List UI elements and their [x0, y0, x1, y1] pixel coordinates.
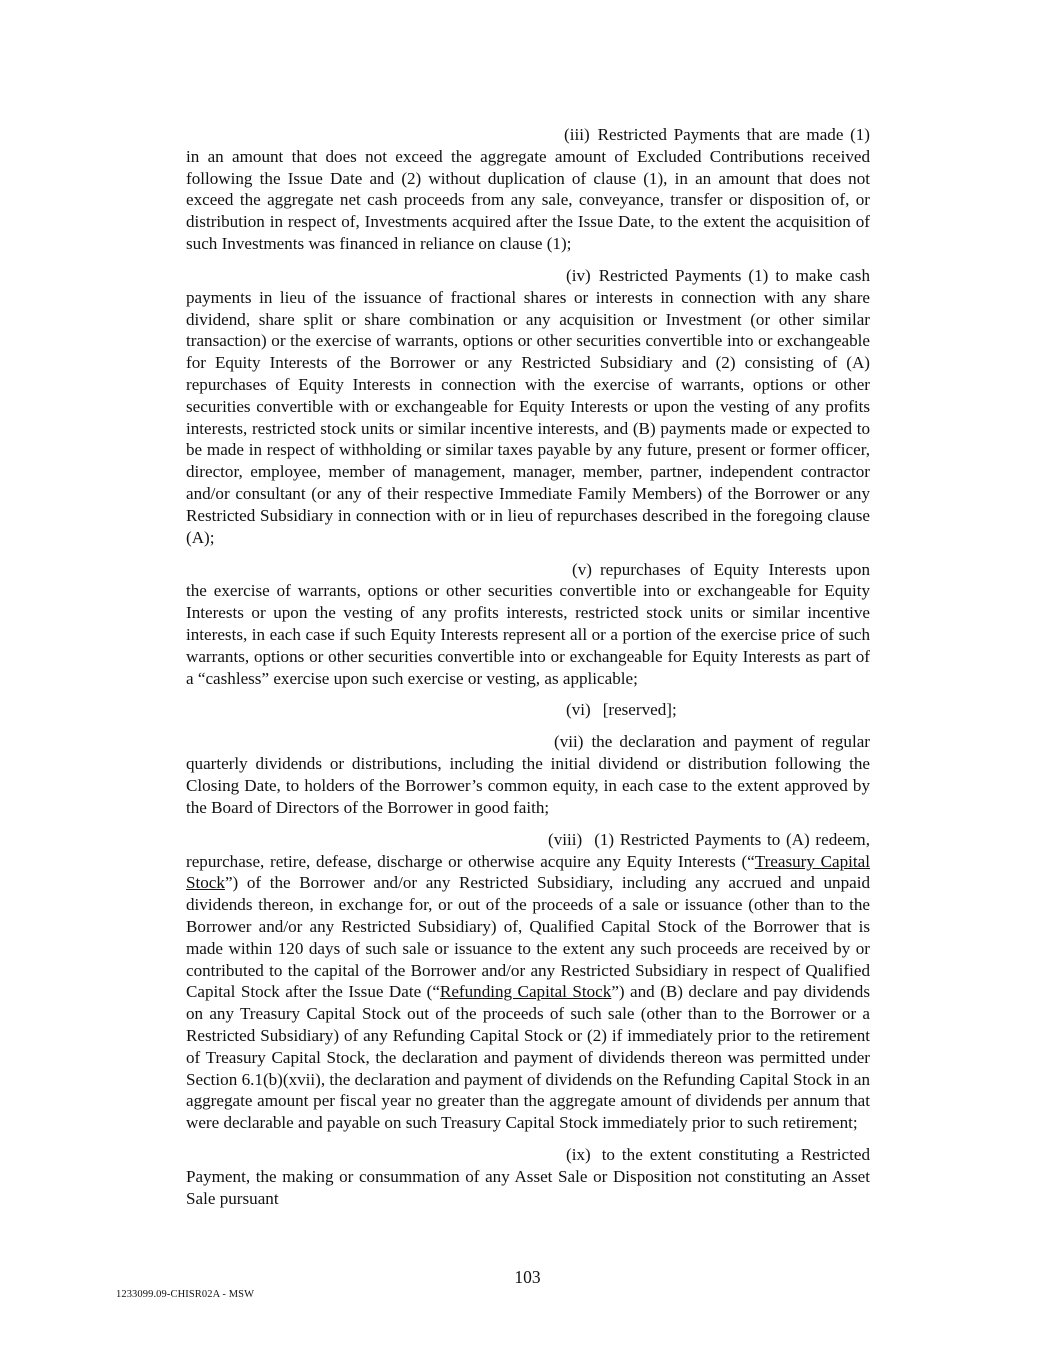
clause-text: to the extent constituting a Restricted Payment, the making or consummation of any Asset Sale or Disposition not constituting an Asset Sale pursuant: [186, 1145, 870, 1208]
clause-number: (ix): [566, 1145, 591, 1165]
paragraph-v: [186, 559, 870, 690]
body-text: [186, 124, 870, 1220]
clause-text: Restricted Payments that are made (1) in an amount that does not exceed the aggregate amount of Excluded Contributions received following the Issue Date and (2) without duplication of clause (1), in an amount that does not exceed the aggregate net cash proceeds from any sale, conveyance, transfer or disposition of, or distribution in respect of, Investments acquired after the Issue Date, to the extent the acquisition of such Investments was financed in reliance on clause (1);: [186, 125, 870, 253]
clause-number: (iii): [564, 125, 590, 144]
paragraph-vi: [186, 699, 870, 721]
defined-term-treasury-capital-stock: Treasury Capital Stock: [186, 851, 870, 893]
clause-text: ”) and (B) declare and pay dividends on any Treasury Capital Stock out of the proceeds of such sale (other than to the Borrower or a Restricted Subsidiary) of any Refunding Capital Stock or (2) if immediately prior to the retirement of Treasury Capital Stock, the declaration and payment of dividends thereon was permitted under Section 6.1(b)(xvii), the declaration and payment of dividends on the Refunding Capital Stock in an aggregate amount per fiscal year no greater than the aggregate amount of dividends per annum that were declarable and payable on such Treasury Capital Stock immediately prior to such retirement;: [186, 982, 870, 1133]
clause-number: (vii): [554, 732, 584, 752]
paragraph-iii: [186, 124, 870, 255]
clause-text: (1) Restricted Payments to (A) redeem, repurchase, retire, defease, discharge or otherwise acquire any Equity Interests (“: [186, 829, 870, 871]
clause-text: ”) of the Borrower and/or any Restricted Subsidiary, including any accrued and unpaid dividends thereon, in exchange for, or out of the proceeds of a sale or issuance (other than to the Borrower and/or any Restricted Subsidiary) of, Qualified Capital Stock of the Borrower that is made within 120 days of such sale or issuance to the extent any such proceeds are received by or contributed to the capital of the Borrower and/or any Restricted Subsidiary in respect of Qualified Capital Stock after the Issue Date (“: [186, 873, 870, 1002]
defined-term-refunding-capital-stock: Refunding Capital Stock: [439, 982, 612, 1002]
clause-text: Restricted Payments (1) to make cash payments in lieu of the issuance of fractional shares or interests in connection with any share dividend, share split or share combination or any acquisition or Investment (or other similar transaction) or the exercise of warrants, options or other securities convertible into or exchangeable for Equity Interests of the Borrower or any Restricted Subsidiary and (2) consisting of (A) repurchases of Equity Interests in connection with the exercise of warrants, options or other securities convertible with or exchangeable for Equity Interests or upon the vesting of any profits interests, restricted stock units or similar incentive interests, and (B) payments made or expected to be made in respect of withholding or similar taxes payable by any future, present or former officer, director, employee, member of management, manager, member, partner, independent contractor and/or consultant (or any of their respective Immediate Family Members) of the Borrower or any Restricted Subsidiary in connection with or in lieu of repurchases described in the foregoing clause (A);: [186, 265, 870, 547]
clause-number: (iv): [566, 265, 591, 285]
clause-number: (viii): [548, 829, 583, 849]
paragraph-vii: [186, 731, 870, 818]
page-number: 103: [514, 1267, 541, 1287]
paragraph-viii: [186, 829, 870, 1134]
clause-text: [reserved];: [602, 700, 677, 720]
clause-text: the declaration and payment of regular quarterly dividends or distributions, including the initial dividend or distribution following the Closing Date, to holders of the Borrower’s common equity, in each case to the extent approved by the Board of Directors of the Borrower in good faith;: [186, 732, 870, 817]
clause-text: repurchases of Equity Interests upon the exercise of warrants, options or other securities convertible into or exchangeable for Equity Interests or upon the vesting of any profits interests, restricted stock units or similar incentive interests, in each case if such Equity Interests represent all or a portion of the exercise price of such warrants, options or other securities convertible into or exchangeable for Equity Interests as part of a “cashless” exercise upon such exercise or vesting, as applicable;: [186, 559, 870, 688]
clause-number: (vi): [566, 700, 591, 720]
document-id: 1233099.09-CHISR02A - MSW: [116, 1289, 255, 1300]
paragraph-iv: [186, 265, 870, 548]
clause-number: (v): [572, 559, 592, 579]
paragraph-ix: [186, 1144, 870, 1209]
